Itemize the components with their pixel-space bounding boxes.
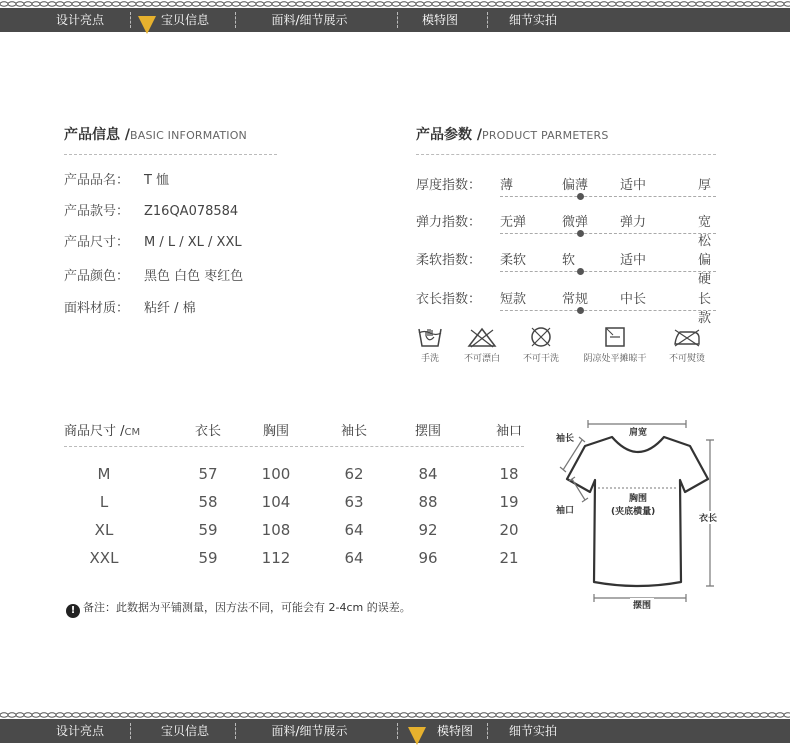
size-cell: 64	[344, 521, 364, 539]
diagram-label-length: 衣长	[699, 511, 717, 524]
info-value: 黑色 白色 枣红色	[144, 269, 244, 284]
param-scale-line	[500, 233, 716, 234]
param-indicator-dot	[577, 193, 584, 200]
size-cell: 20	[499, 521, 519, 539]
info-key: 产品款号：	[64, 204, 130, 219]
param-option: 软	[562, 253, 576, 268]
bottom-nav	[0, 711, 790, 743]
param-option: 偏薄	[562, 178, 589, 193]
col-header-length: 衣长	[194, 424, 221, 439]
nav-item-product-info[interactable]: 宝贝信息	[160, 724, 209, 738]
param-key: 衣长指数：	[416, 292, 482, 307]
warning-icon: !	[66, 604, 80, 618]
size-cell: 63	[344, 493, 364, 511]
size-cell: 112	[261, 549, 291, 567]
col-header-sleeve: 袖长	[340, 424, 367, 439]
param-option: 薄	[500, 178, 514, 193]
size-table-header-label	[64, 420, 140, 439]
nav-separator	[130, 12, 131, 28]
size-cell: 104	[261, 493, 291, 511]
no-bleach-icon	[467, 326, 497, 348]
nav-separator	[487, 723, 488, 739]
care-hand-wash	[410, 326, 450, 364]
info-key: 面料材质：	[64, 301, 130, 316]
care-label: 手洗	[420, 354, 439, 364]
basic-info-title	[64, 124, 247, 144]
diagram-label-cuff: 袖口	[556, 506, 575, 516]
info-row-material	[64, 297, 196, 316]
care-shade-dry	[576, 326, 654, 364]
param-option: 宽松	[698, 215, 712, 249]
care-no-iron	[662, 326, 712, 364]
col-header-cuff: 袖口	[495, 424, 522, 439]
active-tab-arrow-icon	[138, 16, 156, 34]
info-key: 产品品名：	[64, 173, 130, 188]
params-title	[416, 124, 609, 144]
param-option: 偏硬	[698, 253, 712, 287]
nav-item-model[interactable]: 模特图	[421, 13, 458, 27]
care-no-dry-clean	[516, 326, 566, 364]
size-cell: 21	[499, 549, 519, 567]
diagram-label-sleeve: 袖长	[556, 434, 575, 444]
param-row	[416, 249, 716, 287]
size-label: XXL	[89, 549, 119, 567]
param-row	[416, 211, 716, 249]
info-key: 产品尺寸：	[64, 235, 130, 250]
nav-item-detail[interactable]: 细节实拍	[508, 13, 557, 27]
info-row-color	[64, 265, 243, 284]
info-row-size	[64, 231, 242, 250]
info-key: 产品颜色：	[64, 269, 130, 284]
top-nav	[0, 0, 790, 32]
nav-separator	[397, 12, 398, 28]
divider	[64, 154, 277, 155]
info-row-sku	[64, 200, 238, 219]
size-cell: 62	[344, 465, 364, 483]
size-cell: 57	[198, 465, 218, 483]
info-value: M / L / XL / XXL	[144, 235, 242, 250]
param-key: 柔软指数：	[416, 253, 482, 268]
size-cell: 59	[198, 549, 218, 567]
info-value: T 恤	[144, 173, 170, 188]
size-cell: 84	[418, 465, 438, 483]
nav-separator	[130, 723, 131, 739]
divider	[64, 446, 524, 447]
param-scale-line	[500, 271, 716, 272]
no-iron-icon	[672, 326, 702, 348]
param-option: 弹力	[620, 215, 647, 230]
size-cell: 88	[418, 493, 438, 511]
shade-dry-icon	[604, 326, 626, 348]
tshirt-size-diagram	[550, 412, 730, 617]
info-value: 粘纤 / 棉	[144, 301, 196, 316]
param-option: 适中	[620, 253, 647, 268]
size-label: M	[97, 465, 111, 483]
nav-item-model[interactable]: 模特图	[436, 724, 473, 738]
param-option: 常规	[562, 292, 589, 307]
care-label: 不可熨烫	[668, 354, 705, 364]
diagram-label-chest-sub: (夹底横量)	[611, 507, 656, 517]
nav-item-product-info[interactable]: 宝贝信息	[160, 13, 209, 27]
no-dry-clean-icon	[529, 326, 553, 348]
size-cell: 58	[198, 493, 218, 511]
hand-wash-icon	[417, 326, 443, 348]
param-key: 弹力指数：	[416, 215, 482, 230]
param-indicator-dot	[577, 307, 584, 314]
diagram-label-hem: 摆围	[630, 598, 654, 611]
top-nav-bar	[0, 8, 790, 32]
size-cell: 64	[344, 549, 364, 567]
basic-info-title-text: 产品信息 /	[64, 127, 130, 143]
param-option: 柔软	[500, 253, 527, 268]
param-indicator-dot	[577, 268, 584, 275]
col-header-chest: 胸围	[262, 424, 289, 439]
param-option: 短款	[500, 292, 527, 307]
size-cell: 92	[418, 521, 438, 539]
param-option: 适中	[620, 178, 647, 193]
nav-item-detail[interactable]: 细节实拍	[508, 724, 557, 738]
nav-item-design[interactable]: 设计亮点	[55, 724, 104, 738]
size-cell: 108	[261, 521, 291, 539]
col-header-hem: 摆围	[414, 424, 441, 439]
params-subtitle: PRODUCT PARMETERS	[482, 129, 609, 142]
basic-info-subtitle: BASIC INFORMATION	[130, 129, 247, 142]
param-scale-line	[500, 310, 716, 311]
size-cell: 19	[499, 493, 519, 511]
param-option: 长款	[698, 292, 712, 326]
nav-item-fabric[interactable]: 面料/细节展示	[271, 724, 348, 738]
size-header-unit: CM	[124, 427, 141, 438]
active-tab-arrow-icon	[408, 727, 426, 745]
measurement-note	[66, 599, 411, 618]
nav-item-design[interactable]: 设计亮点	[55, 13, 104, 27]
size-cell: 59	[198, 521, 218, 539]
param-row	[416, 288, 716, 326]
bottom-nav-bar	[0, 719, 790, 743]
size-label: XL	[94, 521, 114, 539]
chain-border	[0, 0, 790, 8]
note-text: 备注：此数据为平铺测量，因方法不同，可能会有 2-4cm 的误差。	[83, 601, 411, 614]
param-option: 无弹	[500, 215, 527, 230]
nav-separator	[397, 723, 398, 739]
diagram-label-shoulder: 肩宽	[629, 428, 648, 438]
param-row	[416, 174, 716, 204]
size-cell: 18	[499, 465, 519, 483]
param-option: 微弹	[562, 215, 589, 230]
nav-item-fabric[interactable]: 面料/细节展示	[271, 13, 348, 27]
size-header-text: 商品尺寸 /	[64, 424, 125, 439]
size-cell: 96	[418, 549, 438, 567]
info-value: Z16QA078584	[144, 204, 239, 219]
care-label: 不可漂白	[463, 354, 500, 364]
nav-separator	[235, 723, 236, 739]
nav-separator	[235, 12, 236, 28]
param-option: 厚	[698, 178, 712, 193]
size-cell: 100	[261, 465, 291, 483]
param-scale-line	[500, 196, 716, 197]
care-label: 不可干洗	[522, 354, 559, 364]
param-indicator-dot	[577, 230, 584, 237]
divider	[416, 154, 716, 155]
params-title-text: 产品参数 /	[416, 127, 482, 143]
info-row-name	[64, 169, 169, 188]
care-label: 阴凉处平摊晾干	[583, 354, 647, 364]
param-option: 中长	[620, 292, 647, 307]
param-key: 厚度指数：	[416, 178, 482, 193]
diagram-label-chest: 胸围	[629, 494, 648, 504]
nav-separator	[487, 12, 488, 28]
care-no-bleach	[458, 326, 506, 364]
chain-border	[0, 711, 790, 719]
size-label: L	[99, 493, 109, 511]
